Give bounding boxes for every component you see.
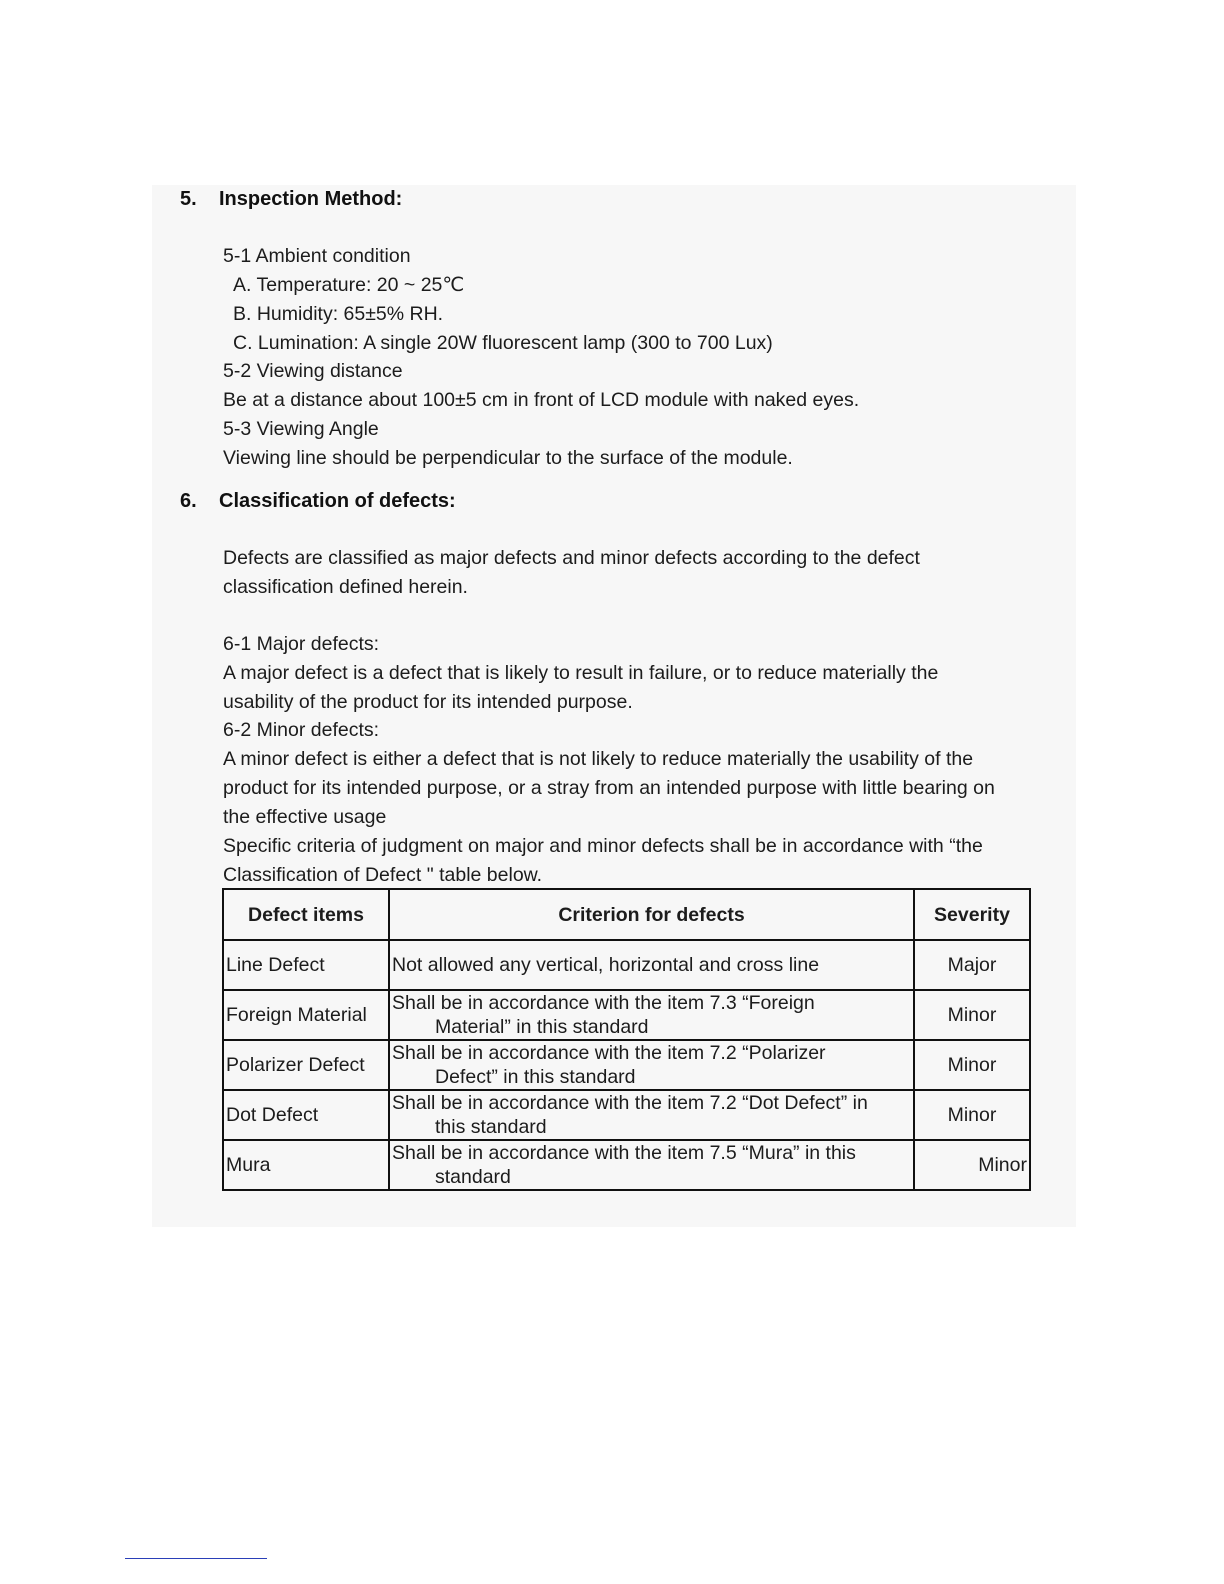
criterion-continuation: this standard [435, 1116, 547, 1138]
section-5-heading [180, 187, 402, 211]
defect-item-cell: Polarizer Defect [223, 1040, 389, 1090]
major-defects-line-1: A major defect is a defect that is likely to result in failure, or to reduce materially the [223, 662, 939, 684]
table-row [223, 1040, 1030, 1090]
table-header-row [223, 889, 1030, 940]
severity-cell: Minor [914, 1090, 1030, 1140]
intro-line-2: classification defined herein. [223, 576, 468, 598]
criterion-line: Shall be in accordance with the item 7.2 “Dot Defect” in [392, 1092, 868, 1114]
criterion-cell [389, 940, 914, 990]
criteria-line-2: Classification of Defect " table below. [223, 864, 543, 886]
table-row [223, 940, 1030, 990]
section-5-title: Inspection Method: [219, 188, 403, 210]
ambient-condition-heading: 5-1 Ambient condition [223, 245, 411, 267]
criterion-cell [389, 990, 914, 1040]
criterion-line: Not allowed any vertical, horizontal and cross line [392, 954, 820, 976]
section-6-title: Classification of defects: [219, 490, 456, 512]
viewing-distance-heading: 5-2 Viewing distance [223, 360, 403, 382]
viewing-angle-heading: 5-3 Viewing Angle [223, 418, 379, 440]
criterion-cell [389, 1140, 914, 1190]
table-row [223, 1140, 1030, 1190]
defect-item-cell: Line Defect [223, 940, 389, 990]
major-defects-line-2: usability of the product for its intended purpose. [223, 691, 633, 713]
minor-defects-heading: 6-2 Minor defects: [223, 719, 380, 741]
humidity-line: B. Humidity: 65±5% RH. [233, 303, 444, 325]
minor-defects-line-3: the effective usage [223, 806, 387, 828]
header-criterion: Criterion for defects [389, 889, 914, 940]
major-defects-heading: 6-1 Major defects: [223, 633, 380, 655]
table-row [223, 1090, 1030, 1140]
lumination-line: C. Lumination: A single 20W fluorescent lamp (300 to 700 Lux) [233, 332, 773, 354]
criterion-continuation: Defect” in this standard [435, 1066, 636, 1088]
minor-defects-line-1: A minor defect is either a defect that is not likely to reduce materially the usability of the [223, 748, 974, 770]
header-defect-items: Defect items [223, 889, 389, 940]
intro-line-1: Defects are classified as major defects and minor defects according to the defect [223, 547, 920, 569]
footnote-separator [125, 1558, 267, 1559]
section-6-heading [180, 489, 456, 513]
criterion-cell [389, 1040, 914, 1090]
criterion-line: Shall be in accordance with the item 7.3 “Foreign [392, 992, 815, 1014]
criterion-continuation: standard [435, 1166, 511, 1188]
defect-classification-table [222, 888, 1031, 1191]
defect-item-cell: Mura [223, 1140, 389, 1190]
criterion-cell [389, 1090, 914, 1140]
header-severity: Severity [914, 889, 1030, 940]
severity-cell: Minor [914, 1040, 1030, 1090]
defect-item-cell: Foreign Material [223, 990, 389, 1040]
severity-cell: Minor [914, 1140, 1030, 1190]
section-6-number: 6. [180, 490, 197, 512]
severity-cell: Minor [914, 990, 1030, 1040]
table-row [223, 990, 1030, 1040]
viewing-angle-text: Viewing line should be perpendicular to the surface of the module. [223, 447, 793, 469]
temperature-line: A. Temperature: 20 ~ 25℃ [233, 274, 465, 296]
minor-defects-line-2: product for its intended purpose, or a stray from an intended purpose with little bearing on [223, 777, 995, 799]
criteria-line-1: Specific criteria of judgment on major and minor defects shall be in accordance with “the [223, 835, 983, 857]
section-5-number: 5. [180, 188, 197, 210]
criterion-continuation: Material” in this standard [435, 1016, 649, 1038]
viewing-distance-text: Be at a distance about 100±5 cm in front of LCD module with naked eyes. [223, 389, 860, 411]
severity-cell: Major [914, 940, 1030, 990]
criterion-line: Shall be in accordance with the item 7.5 “Mura” in this [392, 1142, 856, 1164]
criterion-line: Shall be in accordance with the item 7.2 “Polarizer [392, 1042, 826, 1064]
defect-item-cell: Dot Defect [223, 1090, 389, 1140]
